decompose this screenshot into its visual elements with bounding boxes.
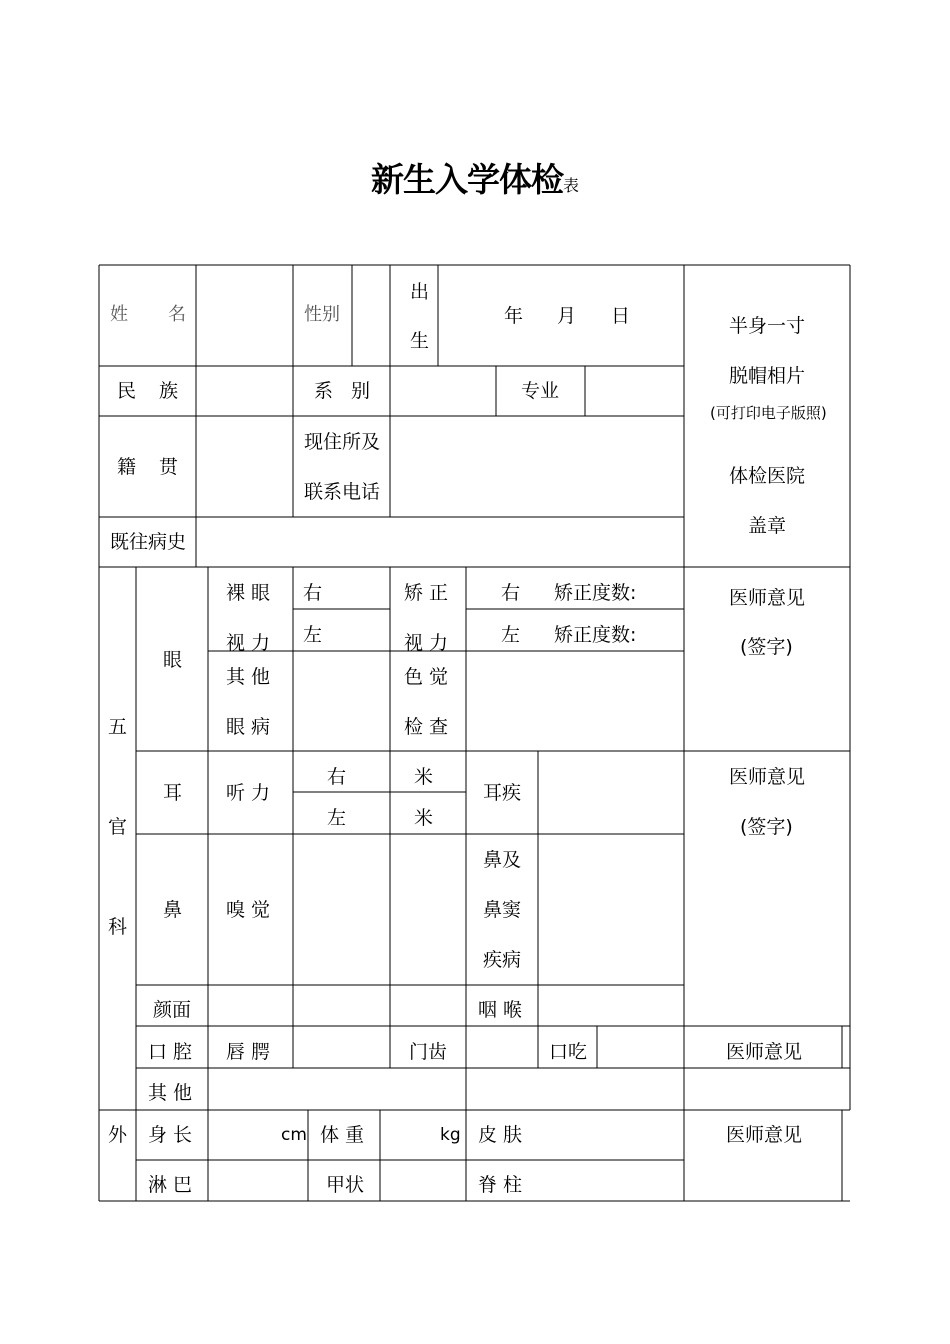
- dental-doctor-opinion: 医师意见: [726, 1041, 803, 1063]
- other-eye-2: 眼 病: [226, 716, 271, 738]
- title-suffix: 表: [562, 176, 579, 195]
- mouth-label: 口 腔: [148, 1041, 193, 1063]
- native-label-2: 贯: [159, 456, 179, 478]
- naked-vision-1: 裸 眼: [226, 582, 271, 604]
- spine-label: 脊 柱: [478, 1174, 523, 1196]
- dept-label-2: 别: [351, 380, 371, 402]
- ear-disease-label: 耳疾: [483, 782, 522, 804]
- corrected-right: 右: [501, 582, 521, 604]
- day-label: 日: [611, 305, 631, 327]
- nose-label: 鼻: [163, 899, 183, 921]
- others-label: 其 他: [148, 1082, 193, 1104]
- ethnic-label-1: 民: [117, 380, 137, 402]
- photo-line-5: 盖章: [748, 515, 787, 537]
- thyroid-label: 甲状: [326, 1174, 365, 1196]
- face-label: 颜面: [153, 999, 192, 1021]
- hearing-left: 左: [327, 807, 347, 829]
- photo-line-2: 脱帽相片: [729, 365, 806, 387]
- eye-label: 眼: [163, 649, 183, 671]
- naked-left: 左: [303, 624, 323, 646]
- height-label: 身 长: [148, 1124, 193, 1146]
- height-unit: cm: [281, 1125, 307, 1145]
- ent-signature: (签字): [740, 816, 793, 838]
- address-label-2: 联系电话: [304, 481, 381, 503]
- photo-line-1: 半身一寸: [729, 315, 806, 337]
- waike-label: 外: [108, 1124, 128, 1146]
- month-label: 月: [557, 305, 577, 327]
- ear-label: 耳: [163, 782, 183, 804]
- surgery-doctor-opinion: 医师意见: [726, 1124, 803, 1146]
- corrected-degree-right: 矫正度数:: [554, 582, 637, 604]
- hearing-right-unit: 米: [414, 766, 434, 788]
- hearing-label: 听 力: [226, 782, 271, 804]
- teeth-label: 门齿: [409, 1041, 448, 1063]
- history-label: 既往病史: [110, 531, 187, 553]
- sinus-label-3: 疾病: [483, 949, 522, 971]
- birth-label-2: 生: [410, 330, 430, 352]
- color-vision-1: 色 觉: [404, 666, 449, 688]
- title-main: 新生入学体检: [370, 160, 563, 199]
- naked-vision-2: 视 力: [226, 632, 271, 654]
- wuguan-label-1: 五: [108, 716, 128, 738]
- year-label: 年: [504, 305, 524, 327]
- major-label: 专业: [521, 380, 560, 402]
- native-label-1: 籍: [117, 456, 137, 478]
- color-vision-2: 检 查: [404, 716, 449, 738]
- wuguan-label-3: 科: [108, 916, 128, 938]
- lymph-label: 淋 巴: [148, 1174, 193, 1196]
- photo-line-3: (可打印电子版照): [710, 404, 827, 422]
- name-label-2: 名: [168, 304, 186, 325]
- photo-line-4: 体检医院: [729, 465, 806, 487]
- eye-signature: (签字): [740, 636, 793, 658]
- wuguan-label-2: 官: [108, 816, 128, 838]
- ent-doctor-opinion: 医师意见: [729, 766, 806, 788]
- throat-label: 咽 喉: [478, 999, 523, 1021]
- gender-label: 性别: [304, 304, 340, 325]
- hearing-left-unit: 米: [414, 807, 434, 829]
- sinus-label-1: 鼻及: [483, 849, 522, 871]
- corrected-vision-2: 视 力: [404, 632, 449, 654]
- dept-label-1: 系: [314, 380, 334, 402]
- smell-label: 嗅 觉: [226, 899, 271, 921]
- ethnic-label-2: 族: [159, 380, 179, 402]
- eye-doctor-opinion: 医师意见: [729, 587, 806, 609]
- sinus-label-2: 鼻窦: [483, 899, 522, 921]
- weight-unit: kg: [440, 1125, 461, 1145]
- other-eye-1: 其 他: [226, 666, 271, 688]
- lip-label: 唇 腭: [226, 1041, 271, 1063]
- stutter-label: 口吃: [549, 1041, 588, 1063]
- hearing-right: 右: [327, 766, 347, 788]
- corrected-left: 左: [501, 624, 521, 646]
- naked-right: 右: [303, 582, 323, 604]
- address-label-1: 现住所及: [304, 431, 381, 453]
- corrected-degree-left: 矫正度数:: [554, 624, 637, 646]
- weight-label: 体 重: [320, 1124, 365, 1146]
- name-label-1: 姓: [110, 304, 128, 325]
- skin-label: 皮 肤: [478, 1124, 523, 1146]
- corrected-vision-1: 矫 正: [404, 582, 449, 604]
- birth-label-1: 出: [410, 281, 430, 303]
